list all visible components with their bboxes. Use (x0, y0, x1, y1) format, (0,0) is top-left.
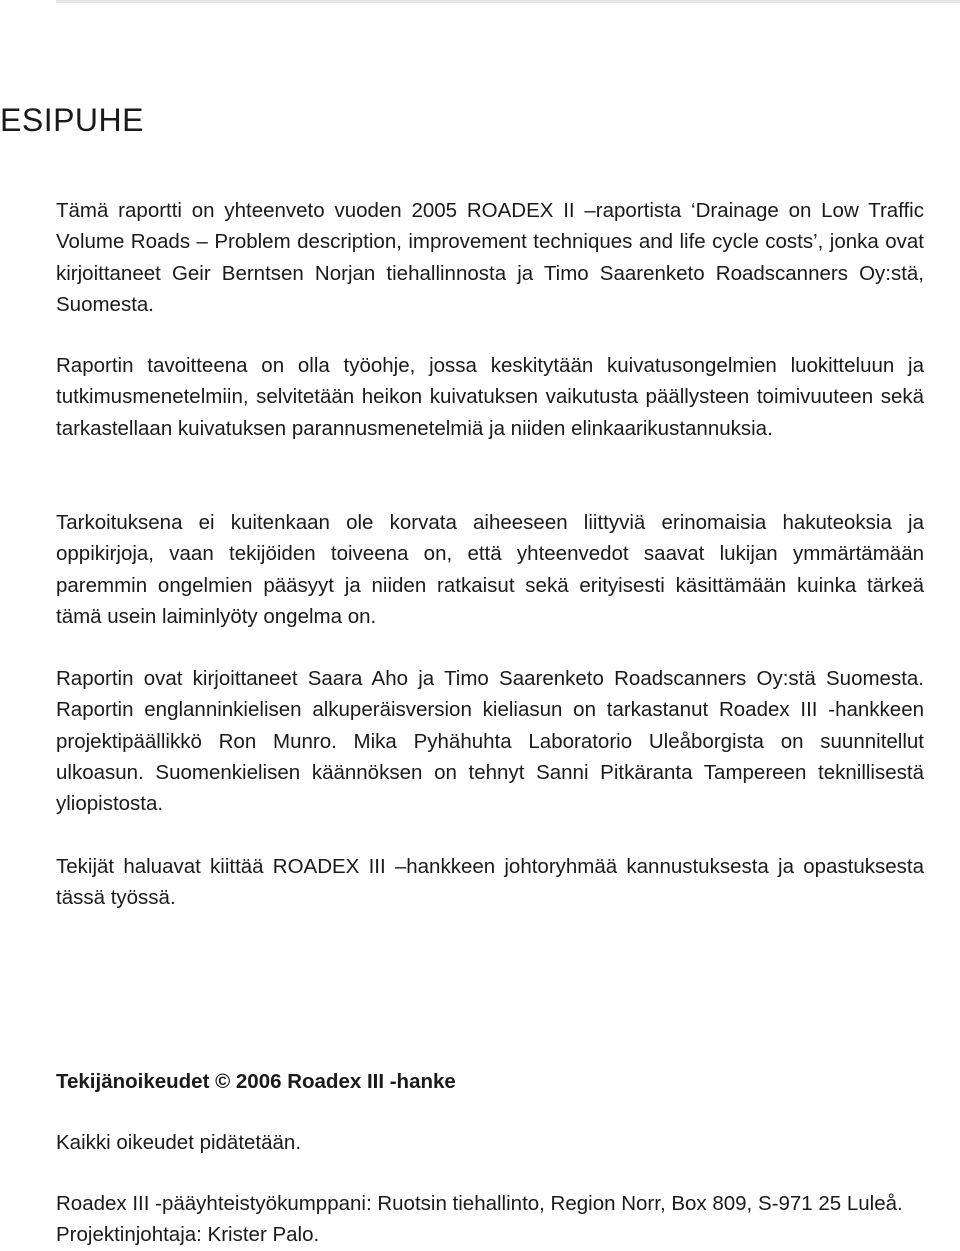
paragraph-thanks: Tekijät haluavat kiittää ROADEX III –hankkeen johtoryhmää kannustuksesta ja opastuksesta tässä työssä. (56, 855, 924, 910)
paragraph-purpose: Tarkoituksena ei kuitenkaan ole korvata aiheeseen liittyviä erinomaisia hakuteoksia ja oppikirjoja, vaan tekijöiden toiveena on, että yhteenvedot saavat lukijan ymmärtämään paremmin ongelmien pääsyyt ja niiden ratkaisut sekä erityisesti käsittämään kuinka tärkeä tämä usein laiminlyöty ongelma on. (56, 511, 924, 628)
copyright-notice: Tekijänoikeudet © 2006 Roadex III -hanke (56, 1070, 456, 1093)
rights-reserved: Kaikki oikeudet pidätetään. (56, 1131, 302, 1154)
partner-info: Roadex III -pääyhteistyökumppani: Ruotsin tiehallinto, Region Norr, Box 809, S-971 25 Luleå. Projektinjohtaja: Krister Palo. (56, 1192, 903, 1247)
paragraph-goal: Raportin tavoitteena on olla työohje, jossa keskitytään kuivatusongelmien luokitteluun ja tutkimusmenetelmiin, selvitetään heikon kuivatuksen vaikutusta päällysteen toimivuuteen sekä tarkastellaan kuivatuksen parannusmenetelmiä ja niiden elinkaarikustannuksia. (56, 354, 924, 440)
page-title: ESIPUHE (0, 102, 144, 138)
paragraph-intro: Tämä raportti on yhteenveto vuoden 2005 ROADEX II –raportista ‘Drainage on Low Traffic Volume Roads – Problem description, improvement techniques and life cycle costs’, jonka ovat kirjoittaneet Geir Berntsen Norjan tiehallinnosta ja Timo Saarenketo Roadscanners Oy:stä, Suomesta. (56, 199, 924, 316)
paragraph-authors: Raportin ovat kirjoittaneet Saara Aho ja Timo Saarenketo Roadscanners Oy:stä Suomesta. Raportin englanninkielisen alkuperäisversion kieliasun on tarkastanut Roadex III -hankkeen projektipäällikkö Ron Munro. Mika Pyhähuhta Laboratorio Uleåborgista on suunnitellut ulkoasun. Suomenkielisen käännöksen on tehnyt Sanni Pitkäranta Tampereen teknillisestä yliopistosta. (56, 667, 924, 816)
top-rule (56, 0, 960, 3)
